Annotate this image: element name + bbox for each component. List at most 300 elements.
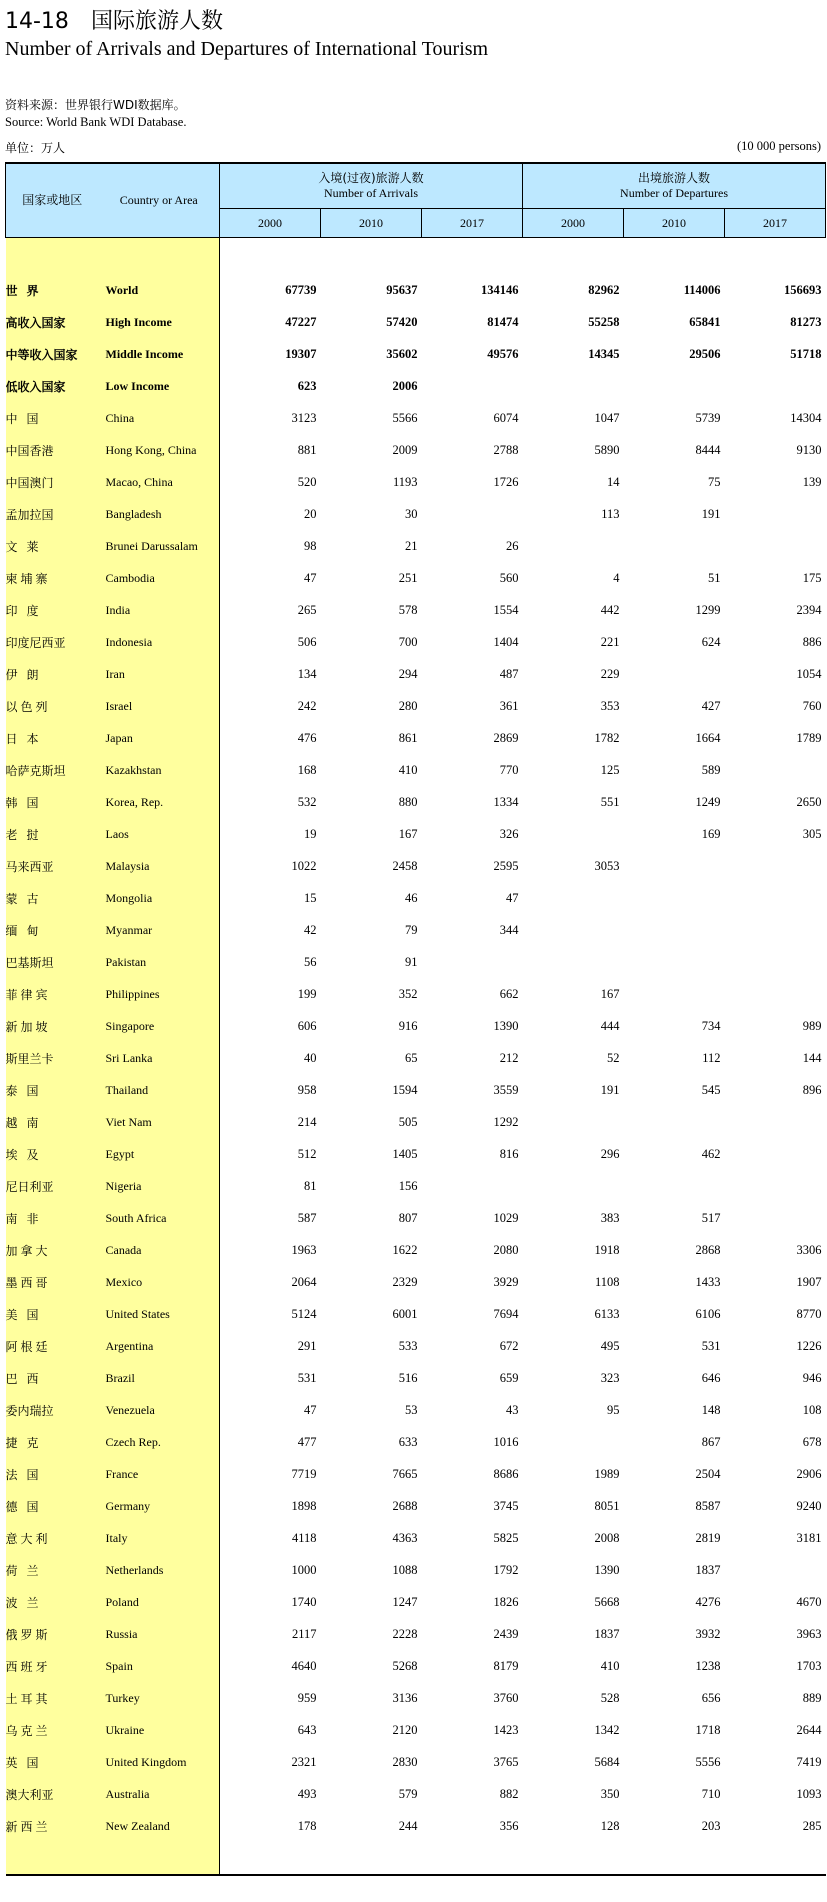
departures-value: 1047 — [594, 410, 620, 425]
arrivals-value: 3745 — [493, 1498, 519, 1513]
area-name-cn: 越南 — [6, 1106, 99, 1138]
departures-value — [523, 818, 624, 850]
arrivals-value: 167 — [398, 826, 418, 841]
unit-cn: 单位：万人 — [5, 141, 66, 155]
arrivals-value: 1423 — [493, 1722, 519, 1737]
departures-value: 1238 — [695, 1658, 721, 1673]
area-name-en: High Income — [99, 306, 220, 338]
departures-value: 175 — [802, 570, 822, 585]
table-row — [6, 1714, 826, 1746]
arrivals-value: 2329 — [392, 1274, 418, 1289]
departures-value: 589 — [701, 762, 721, 777]
table-row — [6, 786, 826, 818]
departures-value: 710 — [701, 1786, 721, 1801]
arrivals-value: 1088 — [392, 1562, 418, 1577]
title-en: Number of Arrivals and Departures of International Tourism — [5, 38, 489, 60]
departures-value: 51718 — [790, 346, 822, 361]
arrivals-value: 477 — [297, 1434, 317, 1449]
header-year: 2017 — [725, 209, 826, 238]
area-name-cn: 委内瑞拉 — [6, 1394, 99, 1426]
departures-value: 2394 — [796, 602, 822, 617]
arrivals-value: 134 — [297, 666, 317, 681]
arrivals-value: 214 — [297, 1114, 317, 1129]
departures-value: 734 — [701, 1018, 721, 1033]
arrivals-value: 532 — [297, 794, 317, 809]
departures-value — [725, 946, 826, 978]
header-year: 2000 — [220, 209, 321, 238]
departures-value — [523, 882, 624, 914]
area-name-cn: 墨西哥 — [6, 1266, 99, 1298]
departures-value — [725, 1170, 826, 1202]
arrivals-value: 882 — [499, 1786, 519, 1801]
header-arrivals-en: Number of Arrivals — [324, 186, 418, 200]
departures-value — [624, 370, 725, 402]
header-arrivals-cn: 入境(过夜)旅游人数 — [318, 171, 424, 185]
table-title — [5, 4, 223, 35]
departures-value: 9130 — [796, 442, 822, 457]
arrivals-value: 361 — [499, 698, 519, 713]
arrivals-value: 95637 — [386, 282, 418, 297]
arrivals-value: 807 — [398, 1210, 418, 1225]
area-name-en: Hong Kong, China — [99, 434, 220, 466]
area-name-en: Mongolia — [99, 882, 220, 914]
area-name-en: Macao, China — [99, 466, 220, 498]
area-name-cn: 缅甸 — [6, 914, 99, 946]
table-row — [6, 1042, 826, 1074]
arrivals-value: 4118 — [291, 1530, 317, 1545]
arrivals-value: 881 — [297, 442, 317, 457]
area-name-cn: 土耳其 — [6, 1682, 99, 1714]
arrivals-value: 2064 — [291, 1274, 317, 1289]
departures-value: 5890 — [594, 442, 620, 457]
arrivals-value: 81 — [304, 1178, 317, 1193]
area-name-cn: 乌克兰 — [6, 1714, 99, 1746]
source-en: Source: World Bank WDI Database. — [5, 115, 187, 129]
arrivals-value: 91 — [405, 954, 418, 969]
departures-value: 353 — [600, 698, 620, 713]
arrivals-value: 770 — [499, 762, 519, 777]
departures-value: 65841 — [689, 314, 721, 329]
table-row — [6, 1778, 826, 1810]
area-name-cn: 韩国 — [6, 786, 99, 818]
arrivals-value: 156 — [398, 1178, 418, 1193]
arrivals-value: 916 — [398, 1018, 418, 1033]
table-row — [6, 338, 826, 370]
arrivals-value: 493 — [297, 1786, 317, 1801]
departures-value: 495 — [600, 1338, 620, 1353]
departures-value — [725, 850, 826, 882]
arrivals-value: 7719 — [291, 1466, 317, 1481]
tourism-table — [5, 162, 826, 1876]
table-row — [6, 882, 826, 914]
arrivals-value: 816 — [499, 1146, 519, 1161]
departures-value: 867 — [701, 1434, 721, 1449]
arrivals-value: 1022 — [291, 858, 317, 873]
arrivals-value: 880 — [398, 794, 418, 809]
table-body — [6, 238, 826, 1876]
departures-value: 323 — [600, 1370, 620, 1385]
departures-value: 156693 — [784, 282, 822, 297]
arrivals-value: 578 — [398, 602, 418, 617]
area-name-cn: 德国 — [6, 1490, 99, 1522]
table-row — [6, 1650, 826, 1682]
departures-value — [725, 882, 826, 914]
arrivals-value: 356 — [499, 1818, 519, 1833]
departures-value: 462 — [701, 1146, 721, 1161]
table-row — [6, 1746, 826, 1778]
arrivals-value: 65 — [405, 1050, 418, 1065]
arrivals-value: 40 — [304, 1050, 317, 1065]
departures-value: 6106 — [695, 1306, 721, 1321]
arrivals-value — [422, 946, 523, 978]
departures-value: 545 — [701, 1082, 721, 1097]
table-row — [6, 1234, 826, 1266]
arrivals-value: 42 — [304, 922, 317, 937]
area-name-cn: 意大利 — [6, 1522, 99, 1554]
arrivals-value: 5825 — [493, 1530, 519, 1545]
arrivals-value: 47 — [304, 1402, 317, 1417]
arrivals-value: 1898 — [291, 1498, 317, 1513]
departures-value: 229 — [600, 666, 620, 681]
area-name-cn: 尼日利亚 — [6, 1170, 99, 1202]
departures-value: 528 — [600, 1690, 620, 1705]
area-name-en: Korea, Rep. — [99, 786, 220, 818]
departures-value — [725, 1554, 826, 1586]
header-area-cn: 国家或地区 — [6, 163, 99, 238]
arrivals-value: 67739 — [285, 282, 317, 297]
departures-value: 1093 — [796, 1786, 822, 1801]
area-name-en: Poland — [99, 1586, 220, 1618]
arrivals-value: 672 — [499, 1338, 519, 1353]
arrivals-value: 294 — [398, 666, 418, 681]
area-name-cn: 中国 — [6, 402, 99, 434]
departures-value — [624, 1106, 725, 1138]
departures-value — [624, 946, 725, 978]
departures-value: 1390 — [594, 1562, 620, 1577]
area-name-en: Netherlands — [99, 1554, 220, 1586]
table-row — [6, 1426, 826, 1458]
area-name-en: Bangladesh — [99, 498, 220, 530]
arrivals-value: 2688 — [392, 1498, 418, 1513]
arrivals-value — [422, 498, 523, 530]
unit-en: (10 000 persons) — [736, 139, 821, 153]
arrivals-value: 476 — [297, 730, 317, 745]
arrivals-value: 2869 — [493, 730, 519, 745]
departures-value — [523, 1106, 624, 1138]
area-name-cn: 南非 — [6, 1202, 99, 1234]
departures-value: 191 — [600, 1082, 620, 1097]
departures-value: 81273 — [790, 314, 822, 329]
arrivals-value: 5566 — [392, 410, 418, 425]
area-name-en: Malaysia — [99, 850, 220, 882]
arrivals-value: 46 — [405, 890, 418, 905]
arrivals-value: 2120 — [392, 1722, 418, 1737]
arrivals-value: 520 — [297, 474, 317, 489]
area-name-en: Israel — [99, 690, 220, 722]
table-row — [6, 754, 826, 786]
arrivals-value: 512 — [297, 1146, 317, 1161]
arrivals-value: 2009 — [392, 442, 418, 457]
departures-value: 1108 — [594, 1274, 620, 1289]
departures-value: 144 — [802, 1050, 822, 1065]
arrivals-value: 1554 — [493, 602, 519, 617]
arrivals-value: 1334 — [493, 794, 519, 809]
area-name-en: Germany — [99, 1490, 220, 1522]
arrivals-value: 3123 — [291, 410, 317, 425]
area-name-cn: 捷克 — [6, 1426, 99, 1458]
arrivals-value: 633 — [398, 1434, 418, 1449]
arrivals-value: 2458 — [392, 858, 418, 873]
departures-value: 113 — [601, 506, 620, 521]
departures-value — [725, 1138, 826, 1170]
area-name-cn: 巴基斯坦 — [6, 946, 99, 978]
table-row — [6, 658, 826, 690]
spacer-row — [6, 238, 826, 275]
departures-value: 442 — [600, 602, 620, 617]
departures-value: 1703 — [796, 1658, 822, 1673]
departures-value — [624, 882, 725, 914]
departures-value — [725, 978, 826, 1010]
area-name-en: Brazil — [99, 1362, 220, 1394]
area-name-en: China — [99, 402, 220, 434]
departures-value: 6133 — [594, 1306, 620, 1321]
arrivals-value: 2117 — [291, 1626, 317, 1641]
arrivals-value: 487 — [499, 666, 519, 681]
departures-value: 14304 — [790, 410, 822, 425]
arrivals-value: 47 — [506, 890, 519, 905]
departures-value — [523, 530, 624, 562]
source-cn: 资料来源：世界银行WDI数据库。 — [5, 98, 186, 112]
arrivals-value: 1016 — [493, 1434, 519, 1449]
area-name-en: Indonesia — [99, 626, 220, 658]
table-row — [6, 1362, 826, 1394]
arrivals-value: 579 — [398, 1786, 418, 1801]
departures-value: 889 — [802, 1690, 822, 1705]
arrivals-value: 53 — [405, 1402, 418, 1417]
area-name-en: Australia — [99, 1778, 220, 1810]
departures-value: 29506 — [689, 346, 721, 361]
arrivals-value: 623 — [297, 378, 317, 393]
departures-value: 139 — [802, 474, 822, 489]
area-name-en: Pakistan — [99, 946, 220, 978]
area-name-cn: 中国澳门 — [6, 466, 99, 498]
departures-value: 8770 — [796, 1306, 822, 1321]
area-name-cn: 巴西 — [6, 1362, 99, 1394]
header-year: 2017 — [422, 209, 523, 238]
arrivals-value: 5268 — [392, 1658, 418, 1673]
arrivals-value: 1594 — [392, 1082, 418, 1097]
header-year: 2010 — [624, 209, 725, 238]
arrivals-value: 291 — [297, 1338, 317, 1353]
area-name-cn: 日本 — [6, 722, 99, 754]
area-name-en: Myanmar — [99, 914, 220, 946]
arrivals-value: 19 — [304, 826, 317, 841]
header-year: 2010 — [321, 209, 422, 238]
table-row — [6, 1202, 826, 1234]
area-name-en: France — [99, 1458, 220, 1490]
area-name-cn: 马来西亚 — [6, 850, 99, 882]
departures-value: 167 — [600, 986, 620, 1001]
arrivals-value: 3559 — [493, 1082, 519, 1097]
table-row — [6, 1522, 826, 1554]
area-name-en: Czech Rep. — [99, 1426, 220, 1458]
area-name-cn: 法国 — [6, 1458, 99, 1490]
departures-value — [725, 1106, 826, 1138]
departures-value: 305 — [802, 826, 822, 841]
arrivals-value: 560 — [499, 570, 519, 585]
table-row — [6, 274, 826, 306]
arrivals-value: 81474 — [487, 314, 519, 329]
departures-value: 169 — [701, 826, 721, 841]
departures-value: 1433 — [695, 1274, 721, 1289]
table-row — [6, 1586, 826, 1618]
table-row — [6, 434, 826, 466]
table-row — [6, 1010, 826, 1042]
departures-value: 1918 — [594, 1242, 620, 1257]
area-name-cn: 英国 — [6, 1746, 99, 1778]
table-row — [6, 978, 826, 1010]
departures-value: 285 — [802, 1818, 822, 1833]
area-name-cn: 蒙古 — [6, 882, 99, 914]
arrivals-value: 20 — [304, 506, 317, 521]
header-arrivals — [220, 163, 523, 209]
area-name-en: United States — [99, 1298, 220, 1330]
table-number: 14-18 — [5, 9, 69, 34]
area-name-cn: 文莱 — [6, 530, 99, 562]
arrivals-value: 531 — [297, 1370, 317, 1385]
header-year: 2000 — [523, 209, 624, 238]
table-row — [6, 1682, 826, 1714]
departures-value: 5668 — [594, 1594, 620, 1609]
departures-value: 656 — [701, 1690, 721, 1705]
table-row — [6, 626, 826, 658]
arrivals-value: 2080 — [493, 1242, 519, 1257]
departures-value — [523, 1170, 624, 1202]
area-name-en: Russia — [99, 1618, 220, 1650]
arrivals-value: 1792 — [493, 1562, 519, 1577]
table-row — [6, 594, 826, 626]
departures-value — [725, 1202, 826, 1234]
departures-value: 128 — [600, 1818, 620, 1833]
area-name-cn: 新西兰 — [6, 1810, 99, 1842]
departures-value: 2644 — [796, 1722, 822, 1737]
area-name-en: Egypt — [99, 1138, 220, 1170]
departures-value: 3053 — [594, 858, 620, 873]
departures-value: 1342 — [594, 1722, 620, 1737]
departures-value: 946 — [802, 1370, 822, 1385]
arrivals-value: 7665 — [392, 1466, 418, 1481]
departures-value: 7419 — [796, 1754, 822, 1769]
area-name-en: Italy — [99, 1522, 220, 1554]
arrivals-value: 47 — [304, 570, 317, 585]
arrivals-value: 2321 — [291, 1754, 317, 1769]
departures-value: 1718 — [695, 1722, 721, 1737]
departures-value: 4670 — [796, 1594, 822, 1609]
departures-value: 427 — [701, 698, 721, 713]
departures-value: 1782 — [594, 730, 620, 745]
departures-value: 2819 — [695, 1530, 721, 1545]
departures-value: 531 — [701, 1338, 721, 1353]
departures-value: 1837 — [594, 1626, 620, 1641]
arrivals-value: 662 — [499, 986, 519, 1001]
area-name-cn: 柬埔寨 — [6, 562, 99, 594]
header-area-en: Country or Area — [99, 163, 220, 238]
departures-value: 51 — [708, 570, 721, 585]
departures-value: 114006 — [683, 282, 721, 297]
arrivals-value: 643 — [297, 1722, 317, 1737]
area-name-en: Cambodia — [99, 562, 220, 594]
departures-value — [523, 946, 624, 978]
departures-value: 14345 — [588, 346, 620, 361]
arrivals-value: 98 — [304, 538, 317, 553]
departures-value: 14 — [607, 474, 620, 489]
arrivals-value: 2439 — [493, 1626, 519, 1641]
arrivals-value: 2830 — [392, 1754, 418, 1769]
table-row — [6, 1618, 826, 1650]
arrivals-value: 1390 — [493, 1018, 519, 1033]
area-name-en: Ukraine — [99, 1714, 220, 1746]
area-name-cn: 老挝 — [6, 818, 99, 850]
table-row — [6, 498, 826, 530]
departures-value: 646 — [701, 1370, 721, 1385]
data-table-container — [5, 162, 826, 1876]
area-name-cn: 澳大利亚 — [6, 1778, 99, 1810]
arrivals-value: 326 — [499, 826, 519, 841]
departures-value: 517 — [701, 1210, 721, 1225]
area-name-en: South Africa — [99, 1202, 220, 1234]
area-name-en: Venezuela — [99, 1394, 220, 1426]
area-name-en: Laos — [99, 818, 220, 850]
departures-value: 221 — [600, 634, 620, 649]
area-name-cn: 菲律宾 — [6, 978, 99, 1010]
arrivals-value: 265 — [297, 602, 317, 617]
departures-value: 2906 — [796, 1466, 822, 1481]
arrivals-value: 1247 — [392, 1594, 418, 1609]
area-name-cn: 伊朗 — [6, 658, 99, 690]
area-name-cn: 中国香港 — [6, 434, 99, 466]
departures-value: 4 — [613, 570, 620, 585]
table-row — [6, 946, 826, 978]
table-row — [6, 1266, 826, 1298]
departures-value: 1226 — [796, 1338, 822, 1353]
departures-value: 444 — [600, 1018, 620, 1033]
arrivals-value: 57420 — [386, 314, 418, 329]
arrivals-value: 506 — [297, 634, 317, 649]
area-name-en: Nigeria — [99, 1170, 220, 1202]
arrivals-value: 2228 — [392, 1626, 418, 1641]
table-row — [6, 1554, 826, 1586]
area-name-cn: 美国 — [6, 1298, 99, 1330]
departures-value: 8587 — [695, 1498, 721, 1513]
arrivals-value: 1963 — [291, 1242, 317, 1257]
departures-value: 2868 — [695, 1242, 721, 1257]
arrivals-value: 2788 — [493, 442, 519, 457]
table-row — [6, 562, 826, 594]
arrivals-value: 533 — [398, 1338, 418, 1353]
area-name-en: New Zealand — [99, 1810, 220, 1842]
area-name-en: Spain — [99, 1650, 220, 1682]
area-name-cn: 世界 — [6, 274, 99, 306]
area-name-cn: 中等收入国家 — [6, 338, 99, 370]
area-name-cn: 印度 — [6, 594, 99, 626]
arrivals-value: 587 — [297, 1210, 317, 1225]
departures-value: 2504 — [695, 1466, 721, 1481]
padding-row — [6, 1842, 826, 1875]
departures-value: 1054 — [796, 666, 822, 681]
departures-value: 52 — [607, 1050, 620, 1065]
arrivals-value: 861 — [398, 730, 418, 745]
departures-value: 112 — [702, 1050, 721, 1065]
